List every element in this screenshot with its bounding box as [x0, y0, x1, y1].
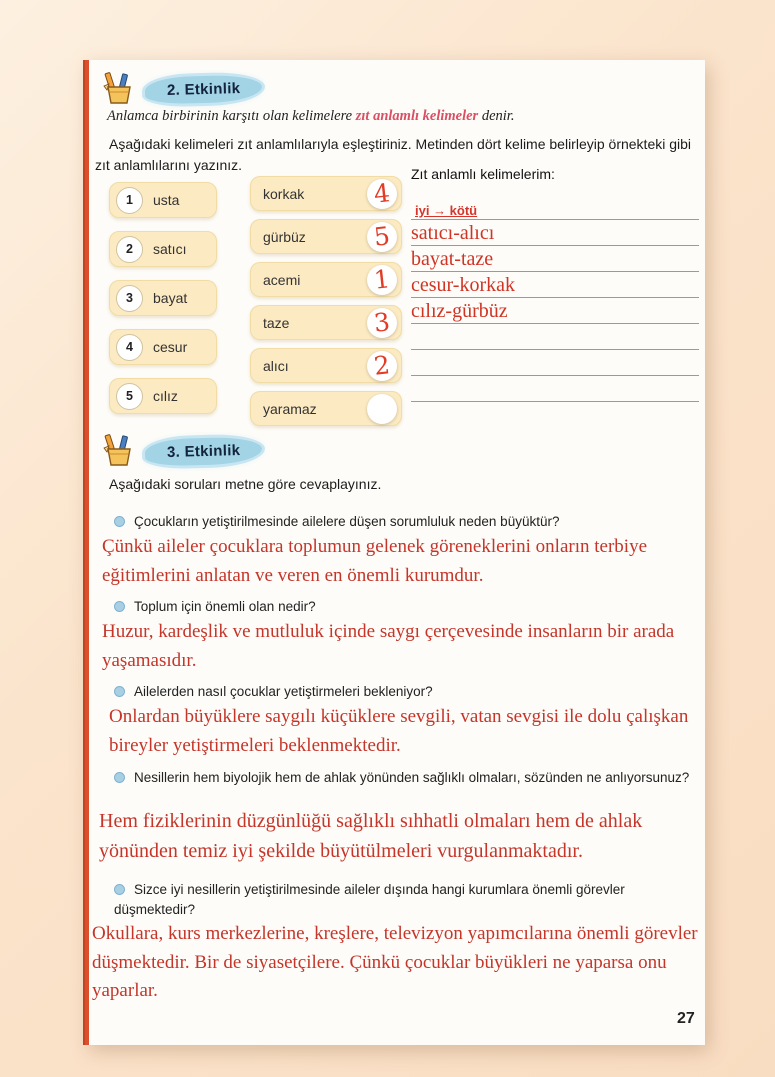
answer-line[interactable] [411, 272, 699, 298]
match-chip [250, 305, 402, 340]
handwritten-number: 3 [372, 307, 392, 338]
word-label: usta [153, 192, 180, 208]
answer-circle[interactable] [367, 265, 397, 295]
numbered-words-column [109, 182, 217, 414]
answer-4: Hem fiziklerinin düzgünlüğü sağlıklı sıhhatli olmaları hem de ahlak yönünden temiz iyi şekilde büyütülmeleri vurgulanmaktadır. [99, 810, 643, 862]
handwritten-number: 5 [372, 221, 392, 252]
bullet-icon [114, 884, 125, 895]
match-chip [250, 391, 402, 426]
question-text: Ailelerden nasıl çocuklar yetiştirmeleri bekleniyor? [134, 684, 433, 699]
written-answer: satıcı-alıcı [411, 222, 495, 244]
highlight-term: zıt anlamlı kelimeler [355, 108, 479, 124]
answer-circle[interactable] [367, 222, 397, 252]
answer-2: Huzur, kardeşlik ve mutluluk içinde saygı çerçevesinde insanların bir arada yaşamasıdır. [102, 621, 675, 671]
my-antonyms-label: Zıt anlamlı kelimelerim: [411, 166, 555, 182]
bullet-icon [114, 516, 125, 527]
word-label: bayat [153, 290, 188, 306]
activity3-title: 3. Etkinlik [145, 436, 263, 466]
question-text: Toplum için önemli olan nedir? [134, 599, 316, 614]
bullet-icon [114, 772, 125, 783]
word-label: cılız [153, 388, 178, 404]
word-chip [109, 378, 217, 414]
answer-line[interactable] [411, 246, 699, 272]
question-3 [114, 682, 704, 702]
answer-line[interactable] [411, 220, 699, 246]
answer-circle[interactable] [367, 308, 397, 338]
definition-text [107, 108, 687, 125]
word-number: 4 [116, 334, 143, 361]
match-chip [250, 176, 402, 211]
workbook-page [85, 60, 705, 1045]
word-label: gürbüz [263, 228, 306, 245]
question-text: Nesillerin hem biyolojik hem de ahlak yönünden sağlıklı olmaları, sözünden ne anlıyorsunuz? [134, 770, 690, 785]
word-number: 5 [116, 383, 143, 410]
written-answer: cesur-korkak [411, 274, 515, 296]
page-number: 27 [677, 1010, 695, 1027]
answer-line[interactable] [411, 298, 699, 324]
word-label: acemi [263, 271, 301, 288]
word-label: satıcı [153, 241, 187, 257]
word-number: 1 [116, 187, 143, 214]
activity2-instructions: Aşağıdaki kelimeleri zıt anlamlılarıyla eşleştiriniz. Metinden dört kelime belirleyip örnekteki gibi zıt anlamlılarını yazınız. [95, 136, 692, 173]
answer-line[interactable] [411, 376, 699, 402]
match-chip [250, 262, 402, 297]
word-chip [109, 280, 217, 316]
pencil-cup-icon [101, 434, 137, 468]
handwritten-number: 4 [372, 178, 392, 209]
word-label: yaramaz [263, 400, 317, 417]
question-5 [114, 880, 689, 921]
answer-line[interactable] [411, 350, 699, 376]
word-chip [109, 231, 217, 267]
pencil-cup-icon [101, 72, 137, 106]
answer-circle[interactable] [367, 179, 397, 209]
definition-suffix: denir. [478, 108, 515, 124]
word-chip [109, 329, 217, 365]
word-label: taze [263, 314, 290, 331]
word-label: alıcı [263, 357, 289, 374]
question-text: Çocukların yetiştirilmesinde ailelere düşen sorumluluk neden büyüktür? [134, 514, 560, 529]
question-2 [114, 597, 704, 617]
question-1 [114, 512, 704, 532]
handwritten-number: 2 [372, 350, 392, 381]
example-answer: iyi → kötü [415, 203, 478, 218]
answer-5: Okullara, kurs merkezlerine, kreşlere, televizyon yapımcılarına önemli görevler düşmektedir. Bir de siyasetçilere. Çünkü çocuklar büyükleri ne yaparsa onu yaparlar. [92, 923, 698, 1001]
answer-circle[interactable] [367, 394, 397, 424]
answer-line[interactable] [411, 324, 699, 350]
activity3-header [101, 434, 262, 468]
word-label: korkak [263, 185, 305, 202]
answer-3: Onlardan büyüklere saygılı küçüklere sevgili, vatan sevgisi ile dolu çalışkan bireyler yetiştirmeleri beklenmektedir. [109, 706, 689, 756]
match-chip [250, 348, 402, 383]
match-chip [250, 219, 402, 254]
bullet-icon [114, 601, 125, 612]
answer-circle[interactable] [367, 351, 397, 381]
activity2-header [101, 72, 262, 106]
word-chip [109, 182, 217, 218]
my-antonyms-section [411, 166, 699, 402]
word-label: cesur [153, 339, 188, 355]
answer-1: Çünkü aileler çocuklara toplumun gelenek göreneklerini onların terbiye eğitimlerini anlatan ve veren en önemli kurumdur. [102, 536, 647, 586]
definition-prefix: Anlamca birbirinin karşıtı olan kelimelere [107, 108, 356, 124]
answer-line[interactable] [411, 194, 699, 220]
handwritten-number: 1 [372, 264, 392, 295]
activity3-instructions: Aşağıdaki soruları metne göre cevaplayınız. [109, 476, 382, 492]
question-4 [114, 768, 714, 788]
question-text: Sizce iyi nesillerin yetiştirilmesinde aileler dışında hangi kurumlara önemli görevler düşmektedir? [114, 882, 625, 918]
written-answer: cılız-gürbüz [411, 300, 508, 322]
match-words-column [250, 176, 402, 426]
written-answer: bayat-taze [411, 248, 494, 270]
word-number: 2 [116, 236, 143, 263]
activity2-title: 2. Etkinlik [145, 74, 263, 104]
bullet-icon [114, 686, 125, 697]
word-number: 3 [116, 285, 143, 312]
